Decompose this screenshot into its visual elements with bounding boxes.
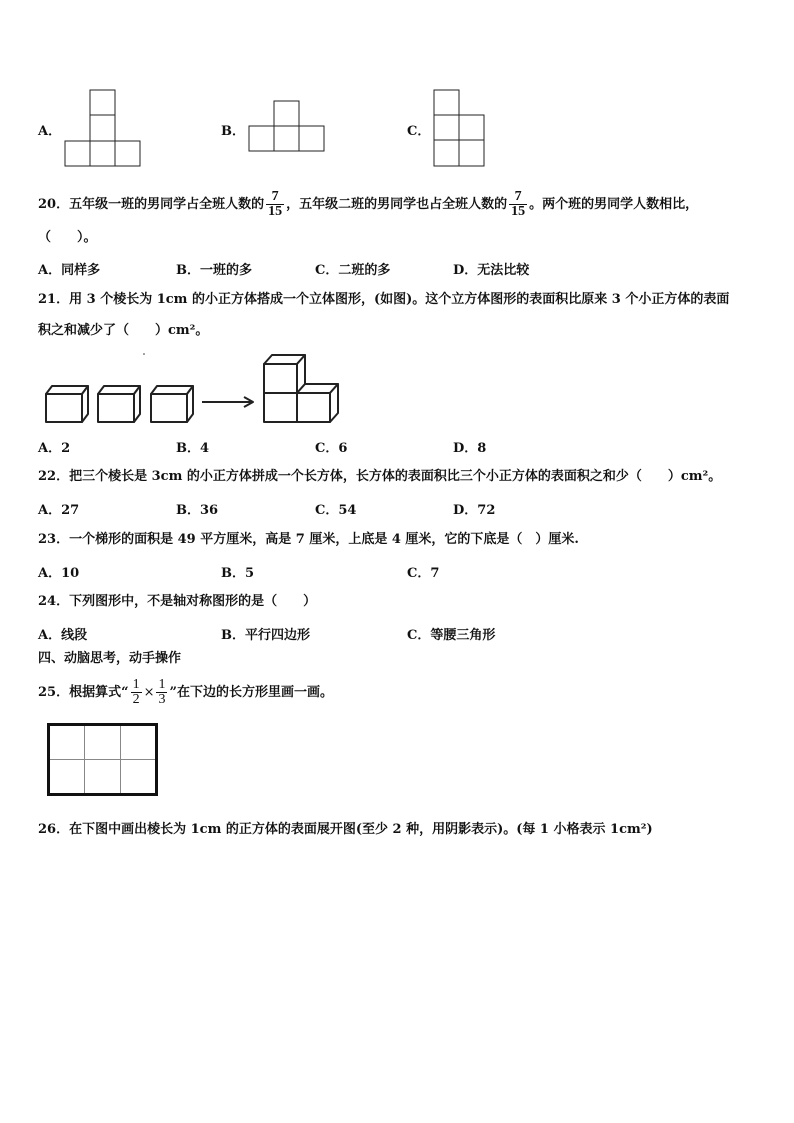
q23-option-b: B．5 (221, 566, 255, 581)
q20-fraction-2-numerator: 7 (509, 190, 527, 205)
q25-question (38, 678, 333, 707)
q20-option-a: A．同样多 (38, 263, 101, 278)
q22-question: 22．把三个棱长是 3cm 的小正方体拼成一个长方体，长方体的表面积比三个小正方体的表面积之和少（ ）cm²。 (38, 469, 722, 484)
q22-option-d: D．72 (453, 503, 496, 518)
q19-option-a-label: A． (38, 124, 62, 139)
q21-option-a: A．2 (38, 441, 71, 456)
q20-question (38, 190, 698, 219)
q21-question-line-1: 21．用 3 个棱长为 1cm 的小正方体搭成一个立体图形，(如图)。这个立方体图形的表面积比原来 3 个小正方体的表面 (38, 292, 730, 307)
q20-text-1: 五年级一班的男同学占全班人数的 (69, 197, 265, 212)
q20-fraction-1 (266, 190, 284, 219)
q19-option-a-figure (64, 89, 142, 169)
q20-option-c: C．二班的多 (315, 263, 391, 278)
q25-text-1: 25．根据算式“ (38, 685, 129, 700)
q24-question: 24．下列图形中，不是轴对称图形的是（ ） (38, 594, 317, 609)
q24-option-c: C．等腰三角形 (407, 628, 496, 643)
q24-option-b: B．平行四边形 (221, 628, 310, 643)
q22-option-c: C．54 (315, 503, 357, 518)
q20-option-b: B．一班的多 (176, 263, 252, 278)
q20-number: 20． (38, 197, 70, 212)
q21-question-line-2: 积之和减少了（ ）cm²。 (38, 323, 209, 338)
q20-option-d: D．无法比较 (453, 263, 530, 278)
q25-fraction-2-numerator: 1 (158, 677, 166, 692)
q26-question: 26．在下图中画出棱长为 1cm 的正方体的表面展开图(至少 2 种，用阴影表示)。(每 1 小格表示 1cm²) (38, 822, 653, 837)
q21-option-b: B．4 (176, 441, 210, 456)
q19-option-c-label: C． (407, 124, 431, 139)
q25-rectangle-grid (47, 723, 159, 797)
q21-option-d: D．8 (453, 441, 487, 456)
q20-fraction-1-denominator: 15 (268, 204, 283, 219)
q25-times-sign: × (143, 685, 155, 700)
section-4-title: 四、动脑思考，动手操作 (38, 651, 182, 666)
q23-option-c: C．7 (407, 566, 440, 581)
q25-fraction-1-denominator: 2 (132, 692, 140, 707)
q24-option-a: A．线段 (38, 628, 88, 643)
q25-fraction-2-denominator: 3 (158, 692, 166, 707)
q22-option-b: B．36 (176, 503, 219, 518)
q21-cubes-figure (40, 350, 350, 426)
q20-fraction-1-numerator: 7 (266, 190, 284, 205)
q20-answer-blank: （ ）。 (38, 230, 97, 245)
q22-option-a: A．27 (38, 503, 80, 518)
q23-question: 23．一个梯形的面积是 49 平方厘米，高是 7 厘米，上底是 4 厘米，它的下底是（ ）厘米. (38, 532, 579, 547)
q20-fraction-2-denominator: 15 (511, 204, 526, 219)
q19-option-c-figure (433, 89, 487, 169)
q25-text-2: ”在下边的长方形里画一画。 (169, 685, 333, 700)
q23-option-a: A．10 (38, 566, 80, 581)
q25-fraction-1 (131, 678, 142, 707)
q25-fraction-2 (156, 678, 167, 707)
q21-option-c: C．6 (315, 441, 348, 456)
q19-option-b-figure (248, 100, 326, 154)
q20-fraction-2 (509, 190, 527, 219)
q19-option-b-label: B． (221, 124, 245, 139)
q20-text-3: 。两个班的男同学人数相比， (529, 197, 699, 212)
q20-text-2: ，五年级二班的男同学也占全班人数的 (286, 197, 508, 212)
q25-fraction-1-numerator: 1 (132, 677, 140, 692)
